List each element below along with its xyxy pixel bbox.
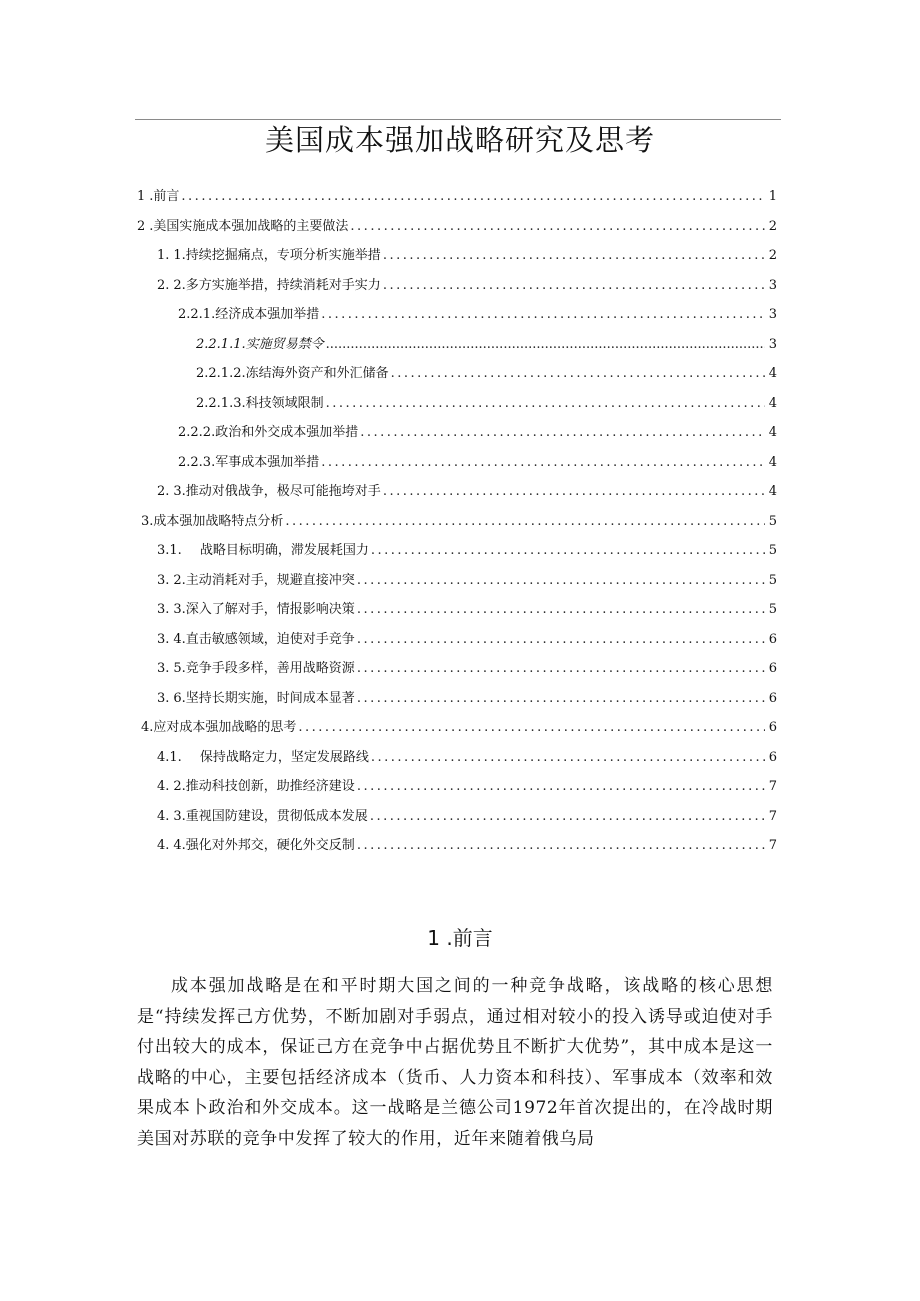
toc-entry-title: 2.2.2.政治和外交成本强加举措 <box>178 425 359 440</box>
toc-entry-title: 2.推动科技创新，助推经济建设 <box>173 779 355 794</box>
toc-entry[interactable] <box>137 212 777 242</box>
toc-entry[interactable] <box>137 389 777 419</box>
toc-leader-dots <box>321 300 765 330</box>
toc-entry-page: 5 <box>768 543 777 558</box>
toc-entry-title: 2.2.1.3.科技领域限制 <box>196 395 324 411</box>
toc-entry-number: 3. <box>157 690 170 706</box>
toc-entry-number: 3. <box>157 631 170 647</box>
toc-entry[interactable] <box>137 743 777 773</box>
toc-entry-page: 4 <box>768 395 777 411</box>
toc-leader-dots <box>383 271 765 301</box>
toc-entry-title: 5.竞争手段多样，善用战略资源 <box>173 661 355 676</box>
toc-entry-title: 战略目标明确，滞发展耗国力 <box>199 543 369 558</box>
toc-entry-title: 3.推动对俄战争，极尽可能拖垮对手 <box>173 484 381 499</box>
toc-entry-page: 7 <box>768 838 777 853</box>
toc-entry-number: 3.1. <box>157 543 182 558</box>
toc-leader-dots <box>391 359 765 389</box>
toc-entry[interactable] <box>137 418 777 448</box>
toc-entry-number: 4. <box>157 808 170 824</box>
toc-entry-page: 6 <box>768 690 777 706</box>
toc-entry-page: 3 <box>768 307 777 322</box>
toc-entry-number: 3. <box>157 572 170 588</box>
toc-entry-number: 2 <box>137 218 146 234</box>
toc-entry[interactable] <box>137 359 777 389</box>
toc-leader-dots <box>360 418 765 448</box>
toc-leader-dots <box>321 448 765 478</box>
toc-entry-page: 3 <box>768 277 777 293</box>
toc-leader-dots <box>383 241 765 271</box>
toc-entry-page: 6 <box>768 749 777 765</box>
toc-leader-dots <box>285 507 765 537</box>
document-title: 美国成本强加战略研究及思考 <box>264 123 655 157</box>
table-of-contents <box>137 182 777 861</box>
toc-entry-number: 4. <box>157 838 170 853</box>
toc-entry-title: 6.坚持长期实施，时间成本显著 <box>173 690 355 706</box>
toc-entry-page: 2 <box>768 218 777 234</box>
toc-entry[interactable] <box>137 300 777 330</box>
toc-leader-dots <box>357 684 765 714</box>
toc-leader-dots <box>350 212 765 242</box>
toc-entry-page: 4 <box>768 454 777 470</box>
toc-entry[interactable] <box>137 713 777 743</box>
toc-entry[interactable] <box>137 477 777 507</box>
toc-entry-page: 6 <box>768 631 777 647</box>
toc-entry-number: 4. <box>157 779 170 794</box>
toc-entry-title: .美国实施成本强加战略的主要做法 <box>149 218 349 234</box>
toc-leader-dots <box>326 389 765 419</box>
toc-entry-title: 2.2.1.经济成本强加举措 <box>178 307 320 322</box>
toc-entry-title: 4.直击敏感领域，迫使对手竞争 <box>173 631 355 647</box>
toc-leader-dots <box>357 566 765 596</box>
toc-entry-title: 2.2.3.军事成本强加举措 <box>178 454 320 470</box>
toc-entry[interactable] <box>137 448 777 478</box>
toc-leader-dots <box>357 625 765 655</box>
toc-entry-title: 4.强化对外邦交，硬化外交反制 <box>173 838 355 853</box>
toc-entry-page: 6 <box>768 720 777 735</box>
toc-entry-title: 1.持续挖掘痛点，专项分析实施举措 <box>173 248 381 263</box>
toc-entry-title: 4.应对成本强加战略的思考 <box>141 720 297 735</box>
toc-entry[interactable] <box>137 182 777 212</box>
toc-entry-number: 2. <box>157 484 170 499</box>
toc-entry[interactable] <box>137 802 777 832</box>
toc-entry-page: 1 <box>768 189 777 204</box>
toc-entry-page: 6 <box>768 661 777 676</box>
toc-entry-title: 2.多方实施举措，持续消耗对手实力 <box>173 277 381 293</box>
toc-leader-dots <box>371 536 765 566</box>
toc-entry-title: 2.2.1.1.实施贸易禁令 <box>196 336 324 352</box>
toc-entry-page: 4 <box>768 425 777 440</box>
toc-leader-dots <box>357 772 765 802</box>
toc-leader-dots <box>357 654 765 684</box>
toc-entry-page: 3 <box>768 336 777 352</box>
toc-entry[interactable] <box>137 330 777 360</box>
body-paragraph: 成本强加战略是在和平时期大国之间的一种竞争战略，该战略的核心思想是“持续发挥己方优势，不断加剧对手弱点，通过相对较小的投入诱导或迫使对手付出较大的成本，保证己方在竞争中占据优势且不断扩大优势”，其中成本是这一战略的中心，主要包括经济成本（货币、人力资本和科技）、军事成本（效率和效果成本卜政治和外交成本。这一战略是兰德公司1972年首次提出的，在冷战时期美国对苏联的竞争中发挥了较大的作用，近年来随着俄乌局 <box>137 976 773 1149</box>
toc-entry-page: 5 <box>768 513 777 529</box>
toc-entry[interactable] <box>137 536 777 566</box>
toc-entry[interactable] <box>137 772 777 802</box>
toc-entry[interactable] <box>137 595 777 625</box>
toc-leader-dots <box>383 477 765 507</box>
toc-entry-title: 保持战略定力，坚定发展路线 <box>199 749 369 765</box>
toc-entry-page: 7 <box>768 808 777 824</box>
toc-leader-dots <box>357 595 765 625</box>
toc-entry-page: 4 <box>768 366 777 381</box>
toc-entry-title: 2.主动消耗对手，规避直接冲突 <box>173 572 355 588</box>
toc-entry-page: 2 <box>768 248 777 263</box>
toc-entry[interactable] <box>137 271 777 301</box>
toc-entry-title: 3.成本强加战略特点分析 <box>141 513 284 529</box>
toc-entry-title: 2.2.1.2.冻结海外资产和外汇储备 <box>196 366 389 381</box>
toc-entry-title: .前言 <box>149 189 180 204</box>
toc-leader-dots <box>357 831 765 861</box>
toc-entry-number: 1 <box>137 189 146 204</box>
toc-entry-page: 7 <box>768 779 777 794</box>
toc-entry-page: 5 <box>768 602 777 617</box>
toc-entry-title: 3.重视国防建设，贯彻低成本发展 <box>173 808 368 824</box>
toc-leader-dots <box>371 743 765 773</box>
toc-entry-title: 3.深入了解对手，情报影响决策 <box>173 602 355 617</box>
toc-entry-number: 4.1. <box>157 749 182 765</box>
toc-entry[interactable] <box>137 654 777 684</box>
toc-entry-number: 2. <box>157 277 170 293</box>
toc-entry[interactable] <box>137 241 777 271</box>
toc-entry-page: 4 <box>768 484 777 499</box>
toc-entry-number: 1. <box>157 248 170 263</box>
toc-entry[interactable] <box>137 625 777 655</box>
toc-entry[interactable] <box>137 507 777 537</box>
toc-leader-dots <box>370 802 765 832</box>
toc-leader-dots <box>181 182 765 212</box>
toc-leader-dots <box>298 713 765 743</box>
toc-entry[interactable] <box>137 831 777 861</box>
toc-entry-page: 5 <box>768 572 777 588</box>
toc-leader-dots <box>326 330 765 360</box>
toc-entry[interactable] <box>137 684 777 714</box>
section-heading: 1 .前言 <box>427 926 493 950</box>
toc-entry[interactable] <box>137 566 777 596</box>
toc-entry-number: 3. <box>157 661 170 676</box>
toc-entry-number: 3. <box>157 602 170 617</box>
